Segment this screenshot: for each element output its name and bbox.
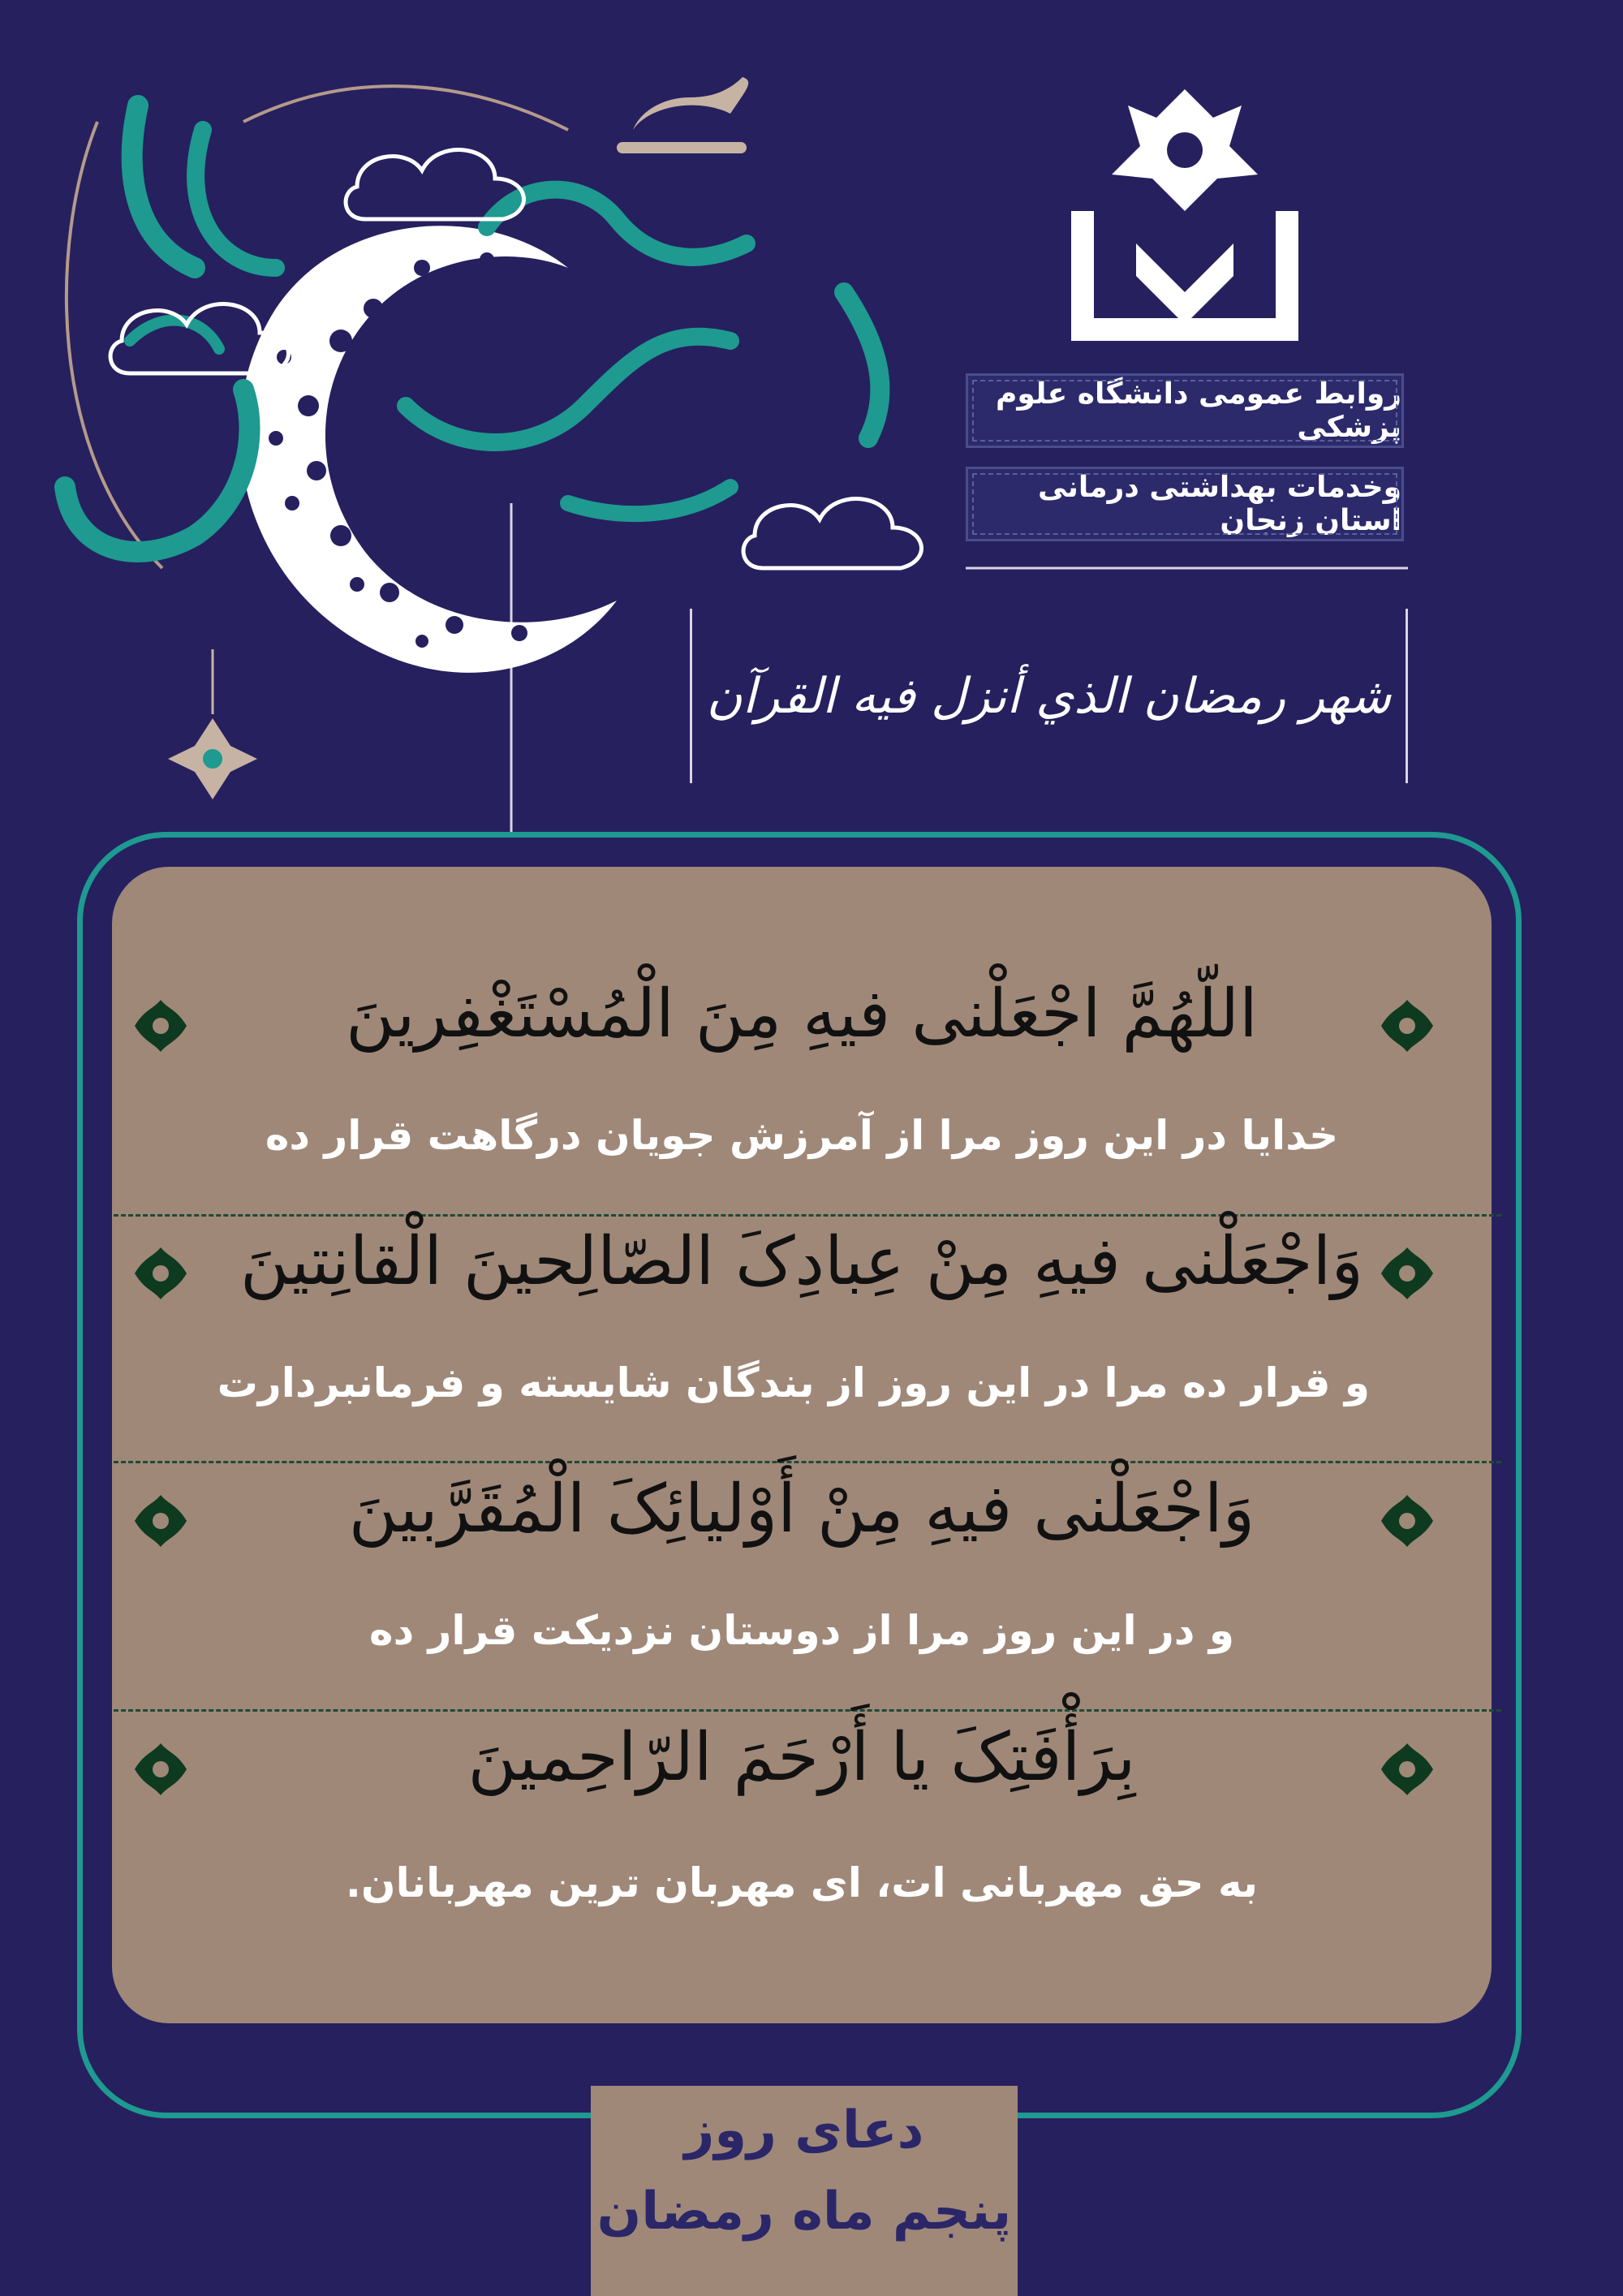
prayer-persian-3: و در این روز مرا از دوستان نزدیکت قرار ده: [369, 1607, 1234, 1654]
prayer-persian-1: خدایا در این روز مرا از آمرزش جویان درگاهت قرار ده: [265, 1112, 1339, 1159]
prayer-persian-4: به حق مهربانی ات، ای مهربان ترین مهربانان.: [345, 1859, 1259, 1906]
quran-verse-calligraphy: [690, 609, 1408, 783]
prayer-arabic-4: بِرَأْفَتِکَ یا أَرْحَمَ الرّاحِمینَ: [467, 1719, 1136, 1796]
flower-ornament-icon: [133, 1493, 188, 1549]
university-logo: [1071, 81, 1298, 341]
flower-ornament-icon: [1380, 1246, 1435, 1301]
prayer-persian-2: و قرار ده مرا در این روز از بندگان شایسته و فرمانبردارت: [217, 1359, 1370, 1406]
prayer-arabic-3: وَاجْعَلْنی فیهِ مِنْ أَوْلیائِکَ الْمُقَرَّبینَ: [348, 1471, 1255, 1548]
divider: [114, 1214, 1501, 1217]
organization-line-1: [966, 373, 1404, 448]
flower-ornament-icon: [133, 998, 188, 1053]
footer-tab-line-2: پنجم ماه رمضان: [596, 2182, 1012, 2242]
crescent-moon-icon: [240, 226, 617, 673]
divider: [114, 1709, 1501, 1712]
prayer-arabic-1: اللّهُمَّ اجْعَلْنی فیهِ مِنَ الْمُسْتَغْفِرینَ: [346, 976, 1258, 1053]
footer-tab-line-1: دعای روز: [684, 2100, 924, 2160]
bird-icon: [617, 77, 748, 153]
hanging-ornament-icon: [168, 718, 257, 799]
quran-verse-text: شهر رمضان الذي أنزل فيه القرآن: [706, 667, 1392, 725]
flower-ornament-icon: [1380, 1742, 1435, 1797]
flower-ornament-icon: [133, 1246, 188, 1301]
divider: [114, 1461, 1501, 1463]
flower-ornament-icon: [1380, 998, 1435, 1053]
flower-ornament-icon: [1380, 1493, 1435, 1549]
flower-ornament-icon: [133, 1742, 188, 1797]
organization-line-1-text: روابط عمومی دانشگاه علوم پزشکی: [995, 377, 1401, 444]
footer-tab: [591, 2086, 1018, 2296]
ramadan-calligraphy-icon: [65, 106, 880, 552]
prayer-arabic-2: وَاجْعَلْنی فیهِ مِنْ عِبادِکَ الصّالِحینَ الْقانِتینَ: [240, 1223, 1363, 1300]
organization-line-2-text: وخدمات بهداشتی درمانی استان زنجان: [1037, 471, 1401, 537]
organization-line-2: [966, 467, 1404, 541]
